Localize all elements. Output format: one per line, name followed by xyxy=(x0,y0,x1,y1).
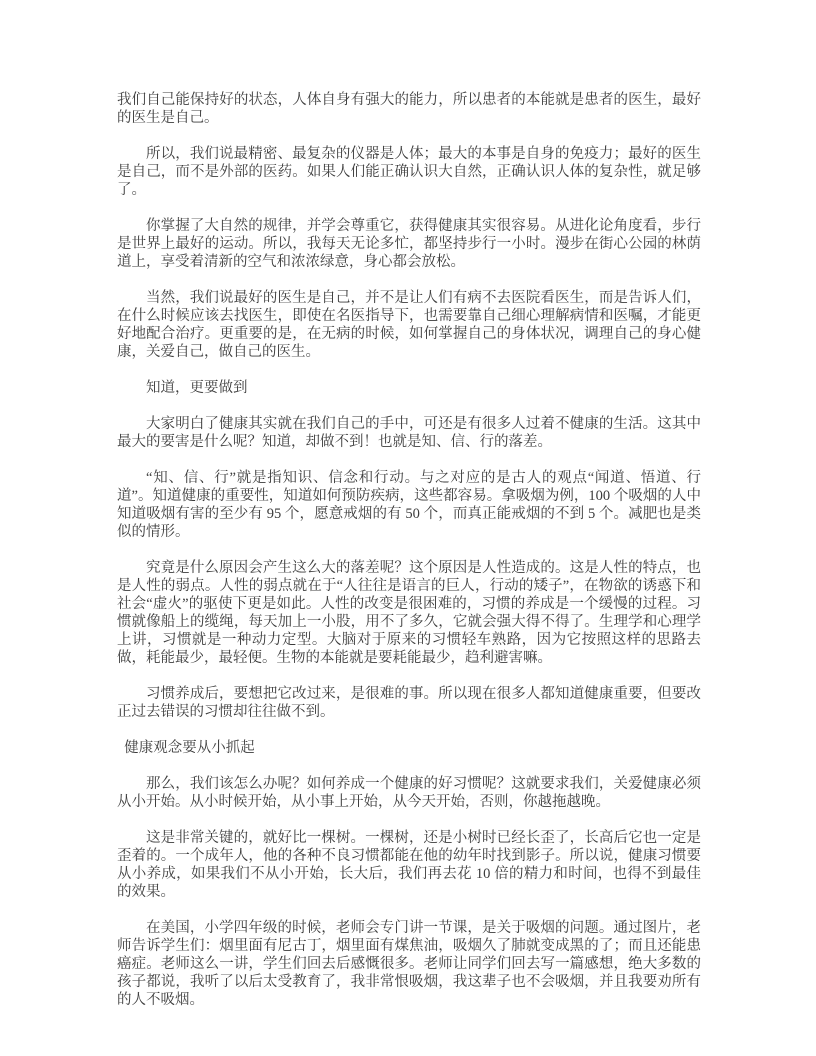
paragraph: 当然，我们说最好的医生是自己，并不是让人们有病不去医院看医生，而是告诉人们，在什么时候应该去找医生，即使在名医指导下，也需要靠自己细心理解病情和医嘱，才能更好地配合治疗。更重要的是，在无病的时候，如何掌握自己的身体状况，调理自己的身心健康，关爱自己，做自己的医生。 xyxy=(117,290,701,360)
section-heading: 健康观念要从小抓起 xyxy=(124,740,255,756)
paragraph: 大家明白了健康其实就在我们自己的手中，可还是有很多人过着不健康的生活。这其中最大的要害是什么呢？知道，却做不到！也就是知、信、行的落差。 xyxy=(117,416,701,450)
paragraph: 那么，我们该怎么办呢？如何养成一个健康的好习惯呢？这就要求我们，关爱健康必须从小开始。从小时候开始，从小事上开始，从今天开始，否则，你越拖越晚。 xyxy=(117,776,701,810)
paragraph: 究竟是什么原因会产生这么大的落差呢？这个原因是人性造成的。这是人性的特点，也是人性的弱点。人性的弱点就在于“人往往是语言的巨人，行动的矮子”，在物欲的诱惑下和社会“虚火”的驱使下更是如此。人性的改变是很困难的，习惯的养成是一个缓慢的过程。习惯就像船上的缆绳，每天加上一小股，用不了多久，它就会强大得不得了。生理学和心理学上讲，习惯就是一种动力定型。大脑对于原来的习惯轻车熟路，因为它按照这样的思路去做，耗能最少，最轻便。生物的本能就是要耗能最少，趋利避害嘛。 xyxy=(117,560,701,666)
paragraph: 我们自己能保持好的状态，人体自身有强大的能力，所以患者的本能就是患者的医生，最好的医生是自己。 xyxy=(117,92,701,126)
document-body xyxy=(117,91,701,1009)
paragraph: 所以，我们说最精密、最复杂的仪器是人体；最大的本事是自身的免疫力；最好的医生是自己，而不是外部的医药。如果人们能正确认识大自然，正确认识人体的复杂性，就足够了。 xyxy=(117,146,701,198)
paragraph: 在美国，小学四年级的时候，老师会专门讲一节课，是关于吸烟的问题。通过图片，老师告诉学生们：烟里面有尼古丁，烟里面有煤焦油，吸烟久了肺就变成黑的了；而且还能患癌症。老师这么一讲，学生们回去后感慨很多。老师让同学们回去写一篇感想，绝大多数的孩子都说，我听了以后太受教育了，我非常恨吸烟，我这辈子也不会吸烟，并且我要劝所有的人不吸烟。 xyxy=(117,920,701,1008)
paragraph: 习惯养成后，要想把它改过来，是很难的事。所以现在很多人都知道健康重要，但要改正过去错误的习惯却往往做不到。 xyxy=(117,686,701,720)
paragraph: 你掌握了大自然的规律，并学会尊重它，获得健康其实很容易。从进化论角度看，步行是世界上最好的运动。所以，我每天无论多忙，都坚持步行一小时。漫步在街心公园的林荫道上，享受着清新的空气和浓浓绿意，身心都会放松。 xyxy=(117,218,701,270)
paragraph: “知、信、行”就是指知识、信念和行动。与之对应的是古人的观点“闻道、悟道、行道”。知道健康的重要性，知道如何预防疾病，这些都容易。拿吸烟为例，100 个吸烟的人中知道吸烟有害的至少有 95 个，愿意戒烟的有 50 个，而真正能戒烟的不到 5 个。减肥也是类似的情形。 xyxy=(117,470,701,540)
section-heading: 知道，更要做到 xyxy=(146,380,248,396)
paragraph: 这是非常关键的，就好比一棵树。一棵树，还是小树时已经长歪了，长高后它也一定是歪着的。一个成年人，他的各种不良习惯都能在他的幼年时找到影子。所以说，健康习惯要从小养成，如果我们不从小开始，长大后，我们再去花 10 倍的精力和时间，也得不到最佳的效果。 xyxy=(117,830,701,900)
